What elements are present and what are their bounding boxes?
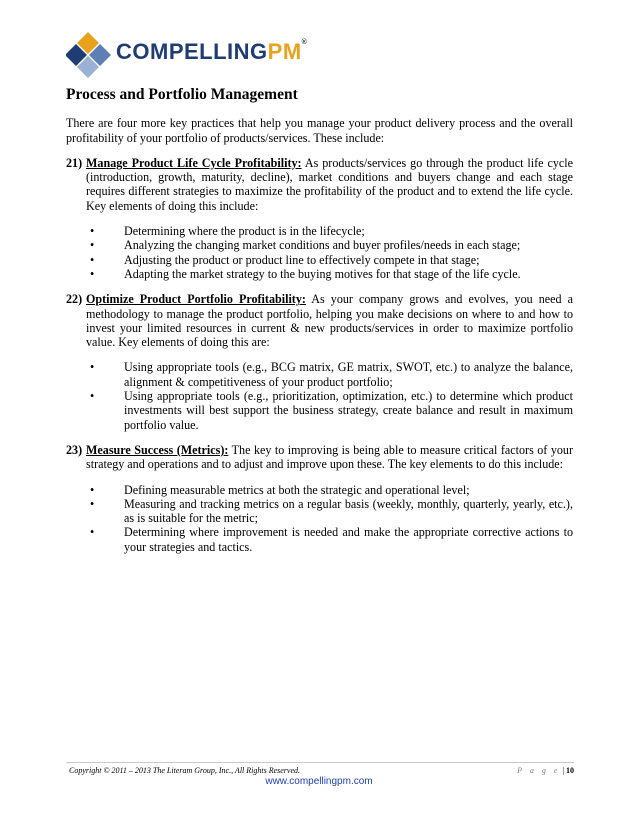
document-body [66, 88, 573, 565]
diamond-logo-icon [66, 30, 112, 78]
item-title: Manage Product Life Cycle Profitability: [86, 155, 302, 170]
list-item: • Determining where improvement is needed and make the appropriate corrective actions to your strategies and tactics. [90, 525, 573, 554]
website-link[interactable]: www.compellingpm.com [265, 776, 373, 787]
list-item: • Adjusting the product or product line to effectively compete in that stage; [90, 252, 480, 267]
item-title: Measure Success (Metrics): [86, 442, 229, 457]
bullet-list [86, 483, 573, 554]
list-item: • Adapting the market strategy to the buying motives for that stage of the life cycle. [90, 266, 521, 281]
intro-paragraph: There are four more key practices that help you manage your product delivery process and the overall profitability of your portfolio of products/services. These include: [66, 116, 573, 145]
list-item: • Analyzing the changing market conditions and buyer profiles/needs in each stage; [90, 238, 521, 253]
list-item: • Determining where the product is in the lifecycle; [90, 224, 365, 239]
practice-item-21 [66, 156, 573, 281]
list-item: • Using appropriate tools (e.g., BCG matrix, GE matrix, SWOT, etc.) to analyze the balance, alignment & competitiveness of your product portfolio; [90, 360, 573, 389]
logo-wordmark: COMPELLINGPM® [116, 39, 308, 64]
practice-item-23 [66, 443, 573, 554]
item-title: Optimize Product Portfolio Profitability: [86, 292, 306, 307]
list-item: • Defining measurable metrics at both the strategic and operational level; [90, 482, 470, 497]
practice-item-22 [66, 292, 573, 432]
list-item: • Measuring and tracking metrics on a regular basis (weekly, monthly, quarterly, yearly, etc.), as is suitable for the metric; [90, 496, 573, 526]
item-number: 21) [66, 155, 83, 170]
footer-divider [66, 762, 574, 763]
bullet-list [86, 360, 573, 431]
bullet-list [86, 224, 573, 281]
item-text: As your company grows and evolves, you need a methodology to manage the product portfolio, helping you make decisions on where to and how to invest your limited resources in current & new products/services in order to maximize portfolio value. Key elements of doing this are: [86, 292, 573, 350]
item-number: 23) [66, 442, 83, 457]
page-footer [69, 766, 574, 775]
item-number: 22) [66, 292, 83, 307]
page-number: P a g e | 10 [517, 766, 574, 775]
section-heading: Process and Portfolio Management [66, 86, 298, 103]
item-text: The key to improving is being able to measure critical factors of your strategy and operations and to adjust and improve upon these. The key elements to do this include: [86, 442, 573, 472]
list-item: • Using appropriate tools (e.g., prioritization, optimization, etc.) to determine which product investments will best support the business strategy, create balance and result in maximum portfolio value. [90, 389, 573, 432]
item-text: As products/services go through the product life cycle (introduction, growth, maturity, decline), market conditions and buyers change and each stage requires different strategies to maximize the profitability of the product and to extend the life cycle. Key elements of doing this include: [86, 155, 573, 213]
copyright-notice: Copyright © 2011 – 2013 The Literam Group, Inc., All Rights Reserved. [69, 766, 301, 775]
